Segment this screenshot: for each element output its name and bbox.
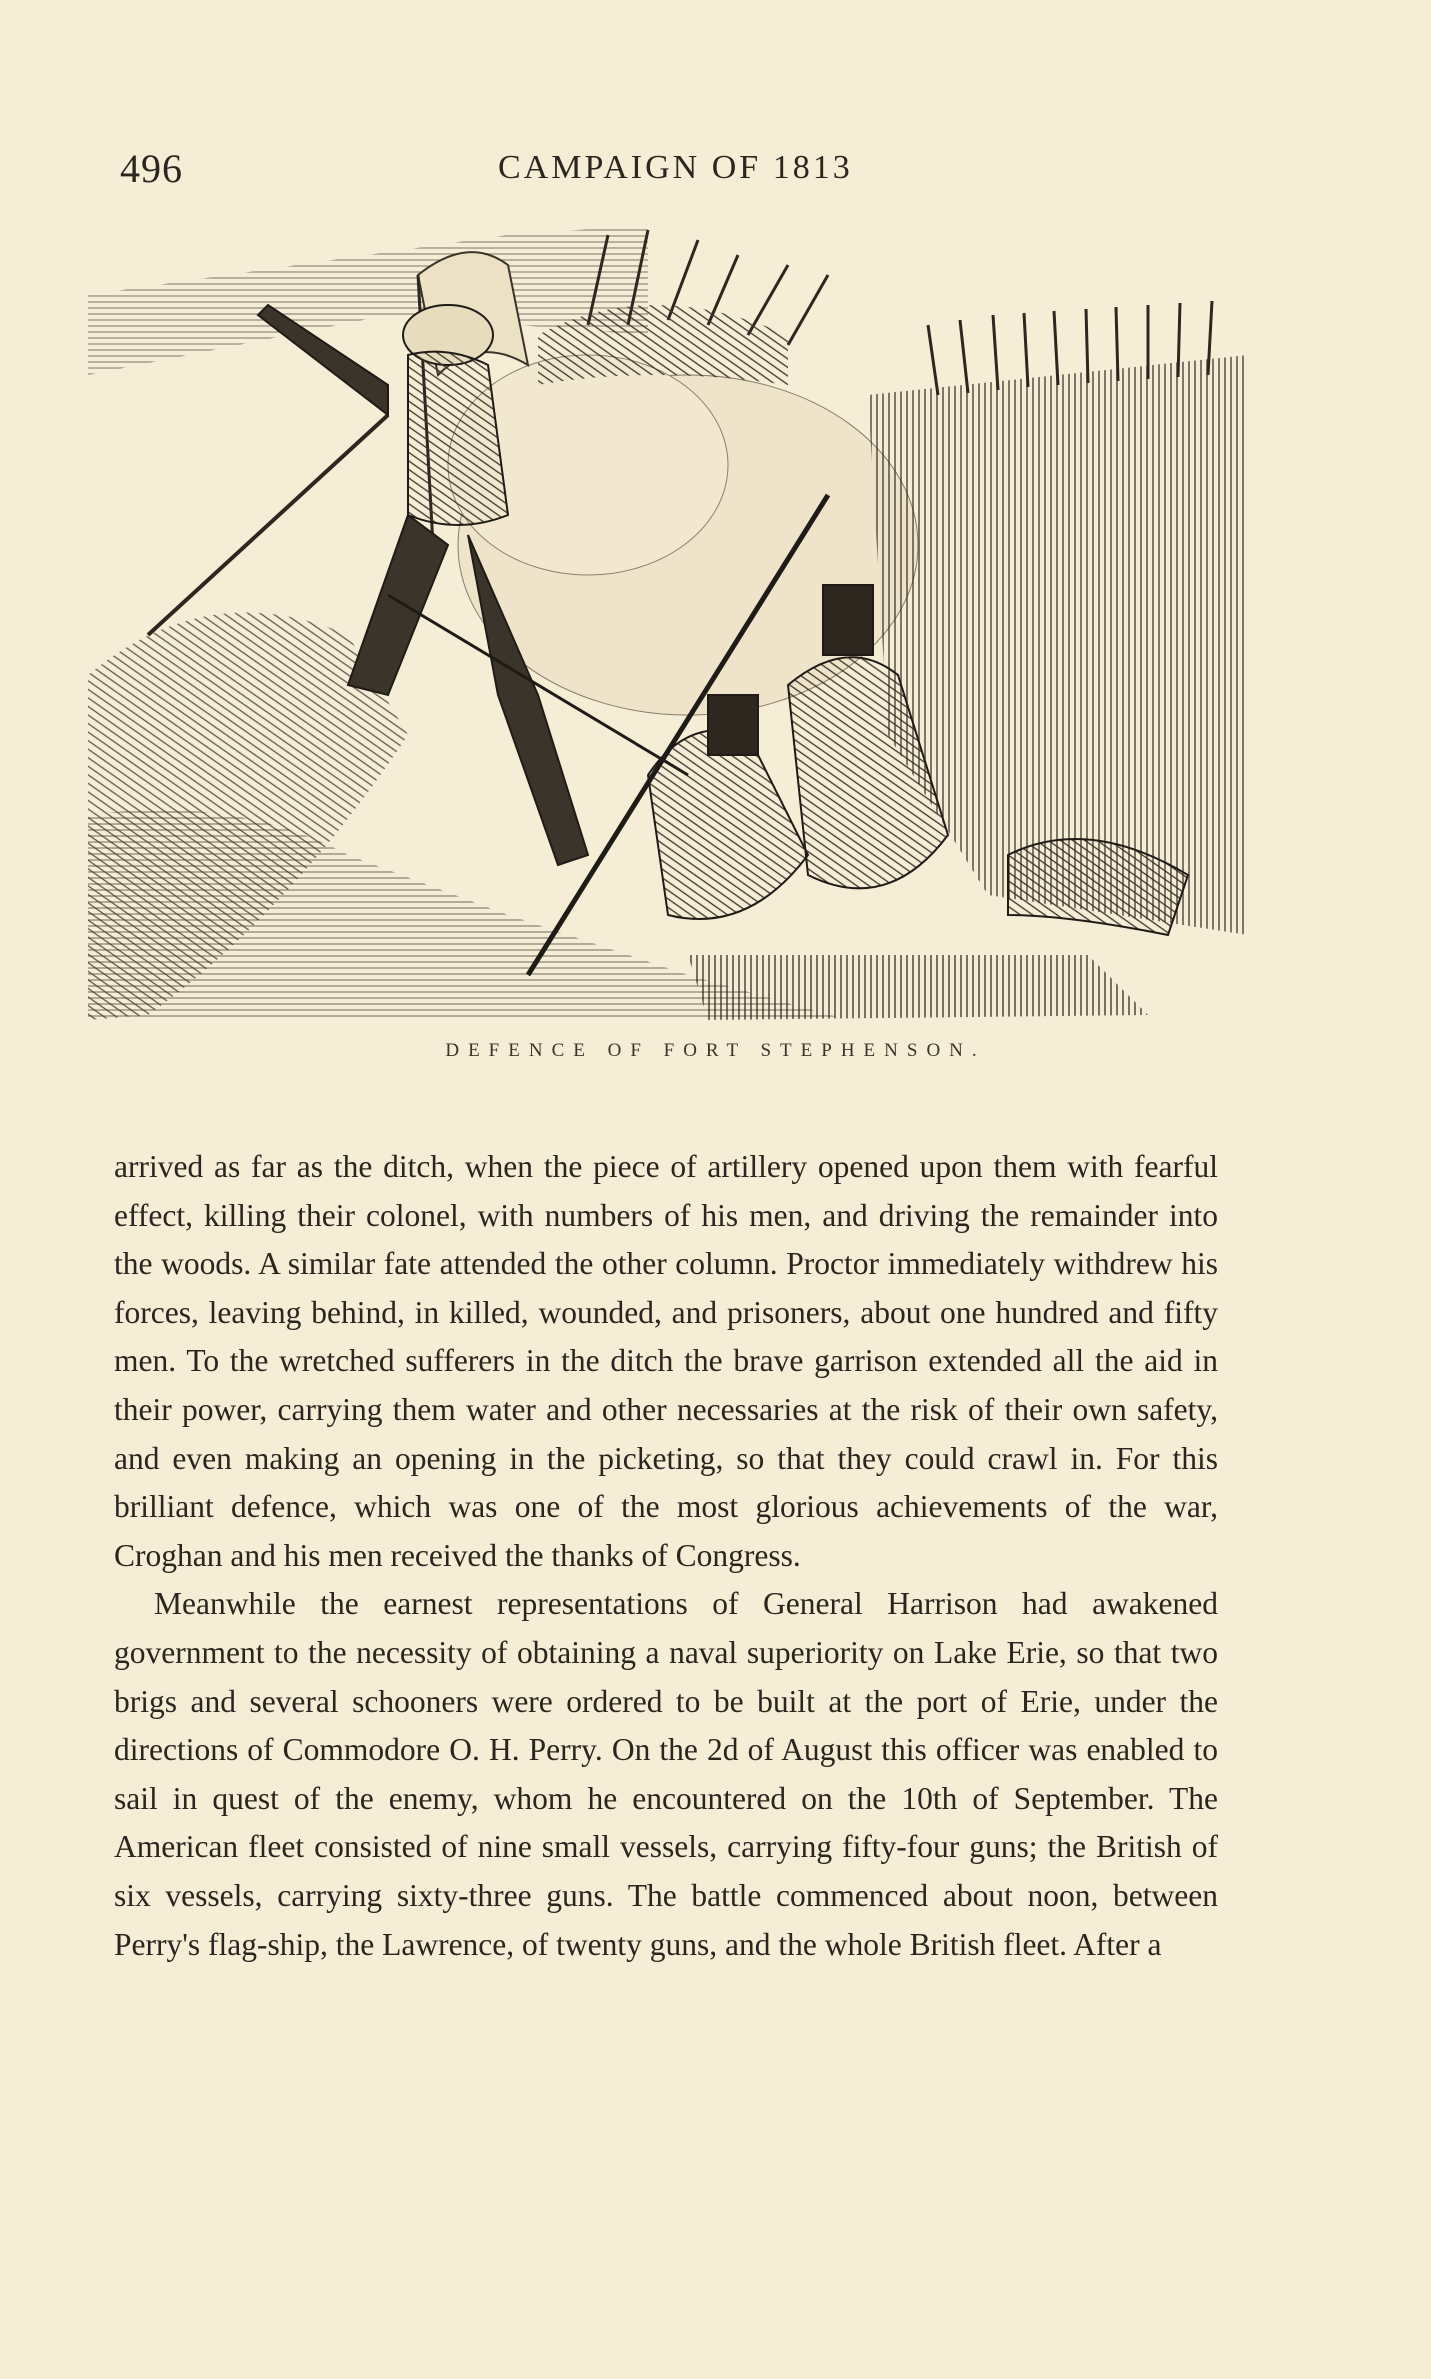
body-text (114, 1143, 1218, 1969)
paragraph: Meanwhile the earnest representations of General Harrison had awakened government to the necessity of obtaining a naval superiority on Lake Erie, so that two brigs and several schooners were ordered to be built at the port of Erie, under the directions of Commodore O. H. Perry. On the 2d of August this officer was enabled to sail in quest of the enemy, whom he encountered on the 10th of September. The American fleet consisted of nine small vessels, carrying fifty-four guns; the British of six vessels, carrying sixty-three guns. The battle commenced about noon, between Perry's flag-ship, the Lawrence, of twenty guns, and the whole British fleet. After a (114, 1586, 1218, 1962)
paragraph: arrived as far as the ditch, when the piece of artillery opened upon them with fearful effect, killing their colonel, with numbers of his men, and driving the remainder into the woods. A similar fate attended the other column. Proctor immediately withdrew his forces, leaving behind, in killed, wounded, and prisoners, about one hundred and fifty men. To the wretched sufferers in the ditch the brave garrison extended all the aid in their power, carrying them water and other necessaries at the risk of their own safety, and even making an opening in the picketing, so that they could crawl in. For this brilliant defence, which was one of the most glorious achievements of the war, Croghan and his men received the thanks of Congress. (114, 1149, 1218, 1573)
illustration-caption: DEFENCE OF FORT STEPHENSON. (445, 1040, 986, 1061)
page-number: 496 (120, 146, 183, 191)
page-header (112, 145, 1212, 195)
running-head: CAMPAIGN OF 1813 (498, 149, 853, 186)
battle-engraving-icon (88, 215, 1248, 1020)
